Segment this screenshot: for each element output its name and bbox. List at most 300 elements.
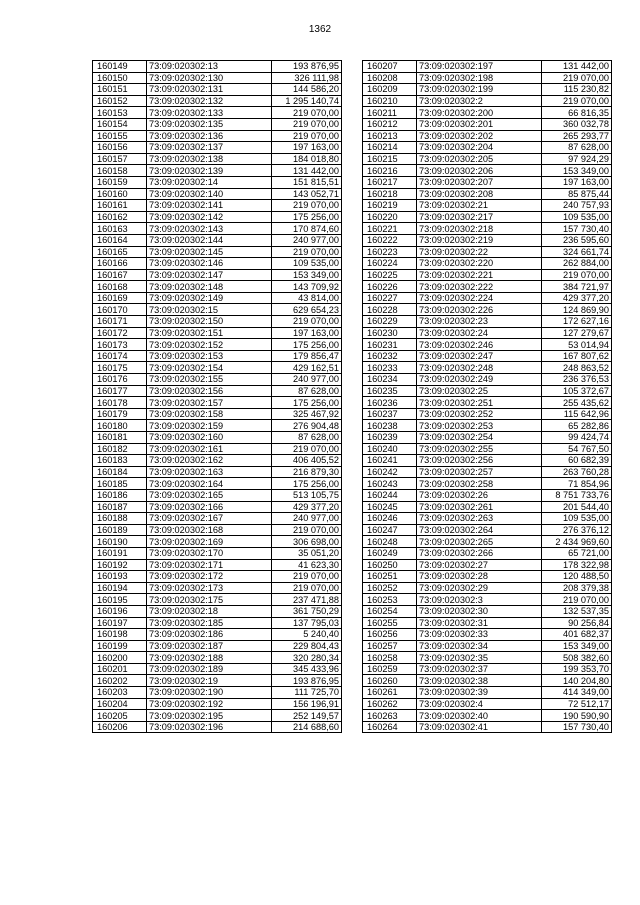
cadastral-value: 361 750,29 xyxy=(272,605,342,617)
cadastral-number: 73:09:020302:155 xyxy=(147,374,272,386)
row-number: 160254 xyxy=(363,605,417,617)
cadastral-value: 35 051,20 xyxy=(272,547,342,559)
table-row xyxy=(93,466,342,478)
cadastral-value: 66 816,35 xyxy=(542,107,612,119)
row-number: 160240 xyxy=(363,443,417,455)
cadastral-number: 73:09:020302:175 xyxy=(147,594,272,606)
cadastral-number: 73:09:020302:13 xyxy=(147,61,272,73)
row-number: 160185 xyxy=(93,478,147,490)
row-number: 160210 xyxy=(363,95,417,107)
table-row xyxy=(363,710,612,722)
cadastral-value: 219 070,00 xyxy=(272,582,342,594)
table-row xyxy=(93,211,342,223)
cadastral-number: 73:09:020302:189 xyxy=(147,663,272,675)
cadastral-value: 190 590,90 xyxy=(542,710,612,722)
cadastral-value: 71 854,96 xyxy=(542,478,612,490)
table-row xyxy=(93,72,342,84)
cadastral-number: 73:09:020302:156 xyxy=(147,385,272,397)
cadastral-value: 99 424,74 xyxy=(542,432,612,444)
table-row xyxy=(363,281,612,293)
row-number: 160226 xyxy=(363,281,417,293)
cadastral-value: 240 757,93 xyxy=(542,200,612,212)
cadastral-number: 73:09:020302:248 xyxy=(417,362,542,374)
cadastral-value: 43 814,00 xyxy=(272,292,342,304)
cadastral-value: 111 725,70 xyxy=(272,687,342,699)
cadastral-value: 153 349,00 xyxy=(272,269,342,281)
table-row xyxy=(363,571,612,583)
cadastral-value: 127 279,67 xyxy=(542,327,612,339)
table-row xyxy=(93,536,342,548)
row-number: 160158 xyxy=(93,165,147,177)
table-row xyxy=(93,246,342,258)
cadastral-value: 151 815,51 xyxy=(272,176,342,188)
cadastral-value: 240 977,00 xyxy=(272,374,342,386)
table-row xyxy=(363,455,612,467)
table-row xyxy=(93,350,342,362)
cadastral-number: 73:09:020302:165 xyxy=(147,489,272,501)
cadastral-value: 240 977,00 xyxy=(272,234,342,246)
row-number: 160235 xyxy=(363,385,417,397)
table-row xyxy=(363,408,612,420)
cadastral-number: 73:09:020302:23 xyxy=(417,316,542,328)
cadastral-number: 73:09:020302:222 xyxy=(417,281,542,293)
cadastral-number: 73:09:020302:172 xyxy=(147,571,272,583)
row-number: 160256 xyxy=(363,629,417,641)
cadastral-value: 240 977,00 xyxy=(272,513,342,525)
cadastral-number: 73:09:020302:33 xyxy=(417,629,542,641)
row-number: 160211 xyxy=(363,107,417,119)
row-number: 160230 xyxy=(363,327,417,339)
cadastral-number: 73:09:020302:208 xyxy=(417,188,542,200)
row-number: 160252 xyxy=(363,582,417,594)
row-number: 160202 xyxy=(93,675,147,687)
table-row xyxy=(363,292,612,304)
table-row xyxy=(93,258,342,270)
cadastral-value: 175 256,00 xyxy=(272,478,342,490)
table-row xyxy=(93,84,342,96)
row-number: 160250 xyxy=(363,559,417,571)
table-row xyxy=(363,478,612,490)
row-number: 160195 xyxy=(93,594,147,606)
cadastral-number: 73:09:020302:266 xyxy=(417,547,542,559)
cadastral-value: 214 688,60 xyxy=(272,721,342,733)
row-number: 160253 xyxy=(363,594,417,606)
table-row xyxy=(363,258,612,270)
table-row xyxy=(93,61,342,73)
row-number: 160239 xyxy=(363,432,417,444)
cadastral-number: 73:09:020302:187 xyxy=(147,640,272,652)
row-number: 160241 xyxy=(363,455,417,467)
cadastral-value: 208 379,38 xyxy=(542,582,612,594)
cadastral-number: 73:09:020302:246 xyxy=(417,339,542,351)
row-number: 160150 xyxy=(93,72,147,84)
cadastral-number: 73:09:020302:185 xyxy=(147,617,272,629)
table-row xyxy=(93,501,342,513)
cadastral-value: 90 256,84 xyxy=(542,617,612,629)
row-number: 160166 xyxy=(93,258,147,270)
cadastral-number: 73:09:020302:201 xyxy=(417,118,542,130)
row-number: 160204 xyxy=(93,698,147,710)
table-row xyxy=(93,432,342,444)
table-row xyxy=(93,547,342,559)
cadastral-number: 73:09:020302:148 xyxy=(147,281,272,293)
table-row xyxy=(93,107,342,119)
table-row xyxy=(363,304,612,316)
cadastral-value: 109 535,00 xyxy=(542,513,612,525)
cadastral-number: 73:09:020302:195 xyxy=(147,710,272,722)
row-number: 160190 xyxy=(93,536,147,548)
table-row xyxy=(363,489,612,501)
cadastral-number: 73:09:020302:142 xyxy=(147,211,272,223)
cadastral-number: 73:09:020302:169 xyxy=(147,536,272,548)
cadastral-number: 73:09:020302:173 xyxy=(147,582,272,594)
cadastral-value: 143 709,92 xyxy=(272,281,342,293)
cadastral-number: 73:09:020302:249 xyxy=(417,374,542,386)
row-number: 160157 xyxy=(93,153,147,165)
cadastral-number: 73:09:020302:254 xyxy=(417,432,542,444)
cadastral-number: 73:09:020302:186 xyxy=(147,629,272,641)
cadastral-number: 73:09:020302:157 xyxy=(147,397,272,409)
cadastral-number: 73:09:020302:170 xyxy=(147,547,272,559)
row-number: 160179 xyxy=(93,408,147,420)
table-row xyxy=(93,443,342,455)
cadastral-value: 87 628,00 xyxy=(272,432,342,444)
table-row xyxy=(363,339,612,351)
row-number: 160222 xyxy=(363,234,417,246)
row-number: 160183 xyxy=(93,455,147,467)
cadastral-number: 73:09:020302:220 xyxy=(417,258,542,270)
row-number: 160154 xyxy=(93,118,147,130)
cadastral-value: 429 377,20 xyxy=(542,292,612,304)
row-number: 160236 xyxy=(363,397,417,409)
cadastral-number: 73:09:020302:221 xyxy=(417,269,542,281)
row-number: 160203 xyxy=(93,687,147,699)
cadastral-number: 73:09:020302:159 xyxy=(147,420,272,432)
cadastral-value: 109 535,00 xyxy=(272,258,342,270)
cadastral-value: 87 628,00 xyxy=(542,142,612,154)
table-row xyxy=(363,687,612,699)
row-number: 160188 xyxy=(93,513,147,525)
cadastral-number: 73:09:020302:258 xyxy=(417,478,542,490)
table-row xyxy=(93,281,342,293)
cadastral-number: 73:09:020302:202 xyxy=(417,130,542,142)
row-number: 160221 xyxy=(363,223,417,235)
cadastral-value: 201 544,40 xyxy=(542,501,612,513)
cadastral-number: 73:09:020302:219 xyxy=(417,234,542,246)
cadastral-value: 236 595,60 xyxy=(542,234,612,246)
cadastral-number: 73:09:020302:14 xyxy=(147,176,272,188)
table-row xyxy=(93,594,342,606)
row-number: 160192 xyxy=(93,559,147,571)
cadastral-number: 73:09:020302:190 xyxy=(147,687,272,699)
table-row xyxy=(363,605,612,617)
row-number: 160200 xyxy=(93,652,147,664)
cadastral-value: 276 904,48 xyxy=(272,420,342,432)
row-number: 160223 xyxy=(363,246,417,258)
row-number: 160168 xyxy=(93,281,147,293)
row-number: 160178 xyxy=(93,397,147,409)
row-number: 160155 xyxy=(93,130,147,142)
cadastral-value: 197 163,00 xyxy=(272,142,342,154)
cadastral-number: 73:09:020302:15 xyxy=(147,304,272,316)
cadastral-number: 73:09:020302:188 xyxy=(147,652,272,664)
cadastral-value: 175 256,00 xyxy=(272,339,342,351)
row-number: 160214 xyxy=(363,142,417,154)
cadastral-value: 306 698,00 xyxy=(272,536,342,548)
cadastral-value: 65 721,00 xyxy=(542,547,612,559)
cadastral-number: 73:09:020302:39 xyxy=(417,687,542,699)
table-row xyxy=(93,408,342,420)
table-row xyxy=(363,663,612,675)
row-number: 160259 xyxy=(363,663,417,675)
cadastral-value: 325 467,92 xyxy=(272,408,342,420)
cadastral-value: 219 070,00 xyxy=(542,95,612,107)
cadastral-number: 73:09:020302:147 xyxy=(147,269,272,281)
table-row xyxy=(93,489,342,501)
row-number: 160215 xyxy=(363,153,417,165)
row-number: 160212 xyxy=(363,118,417,130)
cadastral-value: 265 293,77 xyxy=(542,130,612,142)
row-number: 160216 xyxy=(363,165,417,177)
cadastral-number: 73:09:020302:145 xyxy=(147,246,272,258)
row-number: 160197 xyxy=(93,617,147,629)
row-number: 160181 xyxy=(93,432,147,444)
table-row xyxy=(363,536,612,548)
cadastral-value: 429 162,51 xyxy=(272,362,342,374)
table-row xyxy=(363,118,612,130)
cadastral-value: 97 924,29 xyxy=(542,153,612,165)
row-number: 160174 xyxy=(93,350,147,362)
table-row xyxy=(93,188,342,200)
cadastral-value: 179 856,47 xyxy=(272,350,342,362)
cadastral-value: 345 433,96 xyxy=(272,663,342,675)
table-row xyxy=(93,142,342,154)
cadastral-value: 219 070,00 xyxy=(272,200,342,212)
cadastral-number: 73:09:020302:251 xyxy=(417,397,542,409)
cadastral-value: 157 730,40 xyxy=(542,223,612,235)
table-row xyxy=(363,443,612,455)
row-number: 160196 xyxy=(93,605,147,617)
table-row xyxy=(363,397,612,409)
cadastral-number: 73:09:020302:2 xyxy=(417,95,542,107)
cadastral-number: 73:09:020302:162 xyxy=(147,455,272,467)
cadastral-value: 175 256,00 xyxy=(272,211,342,223)
table-row xyxy=(93,269,342,281)
cadastral-number: 73:09:020302:141 xyxy=(147,200,272,212)
cadastral-number: 73:09:020302:224 xyxy=(417,292,542,304)
table-row xyxy=(363,223,612,235)
row-number: 160218 xyxy=(363,188,417,200)
table-row xyxy=(363,211,612,223)
table-row xyxy=(93,374,342,386)
row-number: 160217 xyxy=(363,176,417,188)
cadastral-number: 73:09:020302:152 xyxy=(147,339,272,351)
row-number: 160231 xyxy=(363,339,417,351)
cadastral-value: 252 149,57 xyxy=(272,710,342,722)
cadastral-number: 73:09:020302:226 xyxy=(417,304,542,316)
table-row xyxy=(363,72,612,84)
table-row xyxy=(363,200,612,212)
table-row xyxy=(363,142,612,154)
cadastral-number: 73:09:020302:218 xyxy=(417,223,542,235)
cadastral-value: 175 256,00 xyxy=(272,397,342,409)
cadastral-number: 73:09:020302:3 xyxy=(417,594,542,606)
cadastral-number: 73:09:020302:263 xyxy=(417,513,542,525)
cadastral-number: 73:09:020302:4 xyxy=(417,698,542,710)
cadastral-value: 513 105,75 xyxy=(272,489,342,501)
row-number: 160249 xyxy=(363,547,417,559)
cadastral-number: 73:09:020302:256 xyxy=(417,455,542,467)
table-row xyxy=(363,316,612,328)
row-number: 160227 xyxy=(363,292,417,304)
cadastral-number: 73:09:020302:22 xyxy=(417,246,542,258)
row-number: 160160 xyxy=(93,188,147,200)
row-number: 160186 xyxy=(93,489,147,501)
cadastral-value: 65 282,86 xyxy=(542,420,612,432)
cadastral-number: 73:09:020302:19 xyxy=(147,675,272,687)
cadastral-number: 73:09:020302:252 xyxy=(417,408,542,420)
table-row xyxy=(93,663,342,675)
cadastral-number: 73:09:020302:138 xyxy=(147,153,272,165)
row-number: 160170 xyxy=(93,304,147,316)
cadastral-number: 73:09:020302:255 xyxy=(417,443,542,455)
cadastral-value: 197 163,00 xyxy=(272,327,342,339)
cadastral-value: 360 032,78 xyxy=(542,118,612,130)
cadastral-number: 73:09:020302:166 xyxy=(147,501,272,513)
row-number: 160191 xyxy=(93,547,147,559)
row-number: 160182 xyxy=(93,443,147,455)
cadastral-value: 219 070,00 xyxy=(272,118,342,130)
cadastral-table-right xyxy=(362,60,612,733)
cadastral-value: 132 537,35 xyxy=(542,605,612,617)
table-row xyxy=(363,107,612,119)
cadastral-number: 73:09:020302:30 xyxy=(417,605,542,617)
cadastral-value: 115 230,82 xyxy=(542,84,612,96)
row-number: 160201 xyxy=(93,663,147,675)
cadastral-value: 53 014,94 xyxy=(542,339,612,351)
row-number: 160151 xyxy=(93,84,147,96)
table-row xyxy=(363,466,612,478)
cadastral-value: 153 349,00 xyxy=(542,640,612,652)
cadastral-value: 276 376,12 xyxy=(542,524,612,536)
cadastral-value: 115 642,96 xyxy=(542,408,612,420)
cadastral-value: 229 804,43 xyxy=(272,640,342,652)
row-number: 160219 xyxy=(363,200,417,212)
table-row xyxy=(93,721,342,733)
cadastral-number: 73:09:020302:160 xyxy=(147,432,272,444)
row-number: 160244 xyxy=(363,489,417,501)
row-number: 160261 xyxy=(363,687,417,699)
cadastral-number: 73:09:020302:137 xyxy=(147,142,272,154)
cadastral-value: 263 760,28 xyxy=(542,466,612,478)
table-row xyxy=(363,721,612,733)
row-number: 160159 xyxy=(93,176,147,188)
cadastral-number: 73:09:020302:200 xyxy=(417,107,542,119)
cadastral-value: 60 682,39 xyxy=(542,455,612,467)
cadastral-number: 73:09:020302:143 xyxy=(147,223,272,235)
row-number: 160177 xyxy=(93,385,147,397)
row-number: 160234 xyxy=(363,374,417,386)
cadastral-number: 73:09:020302:161 xyxy=(147,443,272,455)
cadastral-number: 73:09:020302:136 xyxy=(147,130,272,142)
table-row xyxy=(93,292,342,304)
table-row xyxy=(93,200,342,212)
cadastral-value: 429 377,20 xyxy=(272,501,342,513)
cadastral-value: 324 661,74 xyxy=(542,246,612,258)
cadastral-number: 73:09:020302:204 xyxy=(417,142,542,154)
row-number: 160242 xyxy=(363,466,417,478)
row-number: 160251 xyxy=(363,571,417,583)
cadastral-number: 73:09:020302:27 xyxy=(417,559,542,571)
table-row xyxy=(93,153,342,165)
cadastral-number: 73:09:020302:41 xyxy=(417,721,542,733)
row-number: 160152 xyxy=(93,95,147,107)
table-row xyxy=(363,559,612,571)
cadastral-number: 73:09:020302:28 xyxy=(417,571,542,583)
cadastral-value: 219 070,00 xyxy=(272,246,342,258)
table-row xyxy=(363,269,612,281)
cadastral-value: 326 111,98 xyxy=(272,72,342,84)
row-number: 160198 xyxy=(93,629,147,641)
table-row xyxy=(93,397,342,409)
cadastral-value: 508 382,60 xyxy=(542,652,612,664)
table-row xyxy=(363,675,612,687)
cadastral-value: 255 435,62 xyxy=(542,397,612,409)
row-number: 160229 xyxy=(363,316,417,328)
cadastral-value: 219 070,00 xyxy=(542,594,612,606)
row-number: 160199 xyxy=(93,640,147,652)
cadastral-number: 73:09:020302:131 xyxy=(147,84,272,96)
row-number: 160224 xyxy=(363,258,417,270)
table-row xyxy=(363,327,612,339)
row-number: 160264 xyxy=(363,721,417,733)
cadastral-value: 219 070,00 xyxy=(272,130,342,142)
table-row xyxy=(93,710,342,722)
table-row xyxy=(93,420,342,432)
table-row xyxy=(363,374,612,386)
row-number: 160262 xyxy=(363,698,417,710)
table-row xyxy=(93,304,342,316)
cadastral-value: 54 767,50 xyxy=(542,443,612,455)
table-row xyxy=(363,234,612,246)
cadastral-number: 73:09:020302:26 xyxy=(417,489,542,501)
cadastral-value: 144 586,20 xyxy=(272,84,342,96)
table-row xyxy=(363,84,612,96)
cadastral-number: 73:09:020302:150 xyxy=(147,316,272,328)
cadastral-value: 193 876,95 xyxy=(272,675,342,687)
cadastral-number: 73:09:020302:40 xyxy=(417,710,542,722)
row-number: 160163 xyxy=(93,223,147,235)
table-row xyxy=(363,350,612,362)
table-row xyxy=(93,513,342,525)
cadastral-value: 1 295 140,74 xyxy=(272,95,342,107)
cadastral-value: 143 052,71 xyxy=(272,188,342,200)
cadastral-value: 216 879,30 xyxy=(272,466,342,478)
cadastral-value: 178 322,98 xyxy=(542,559,612,571)
row-number: 160206 xyxy=(93,721,147,733)
row-number: 160232 xyxy=(363,350,417,362)
cadastral-number: 73:09:020302:192 xyxy=(147,698,272,710)
row-number: 160208 xyxy=(363,72,417,84)
row-number: 160194 xyxy=(93,582,147,594)
table-row xyxy=(363,698,612,710)
row-number: 160228 xyxy=(363,304,417,316)
row-number: 160156 xyxy=(93,142,147,154)
cadastral-number: 73:09:020302:130 xyxy=(147,72,272,84)
row-number: 160164 xyxy=(93,234,147,246)
cadastral-value: 219 070,00 xyxy=(542,72,612,84)
cadastral-value: 140 204,80 xyxy=(542,675,612,687)
